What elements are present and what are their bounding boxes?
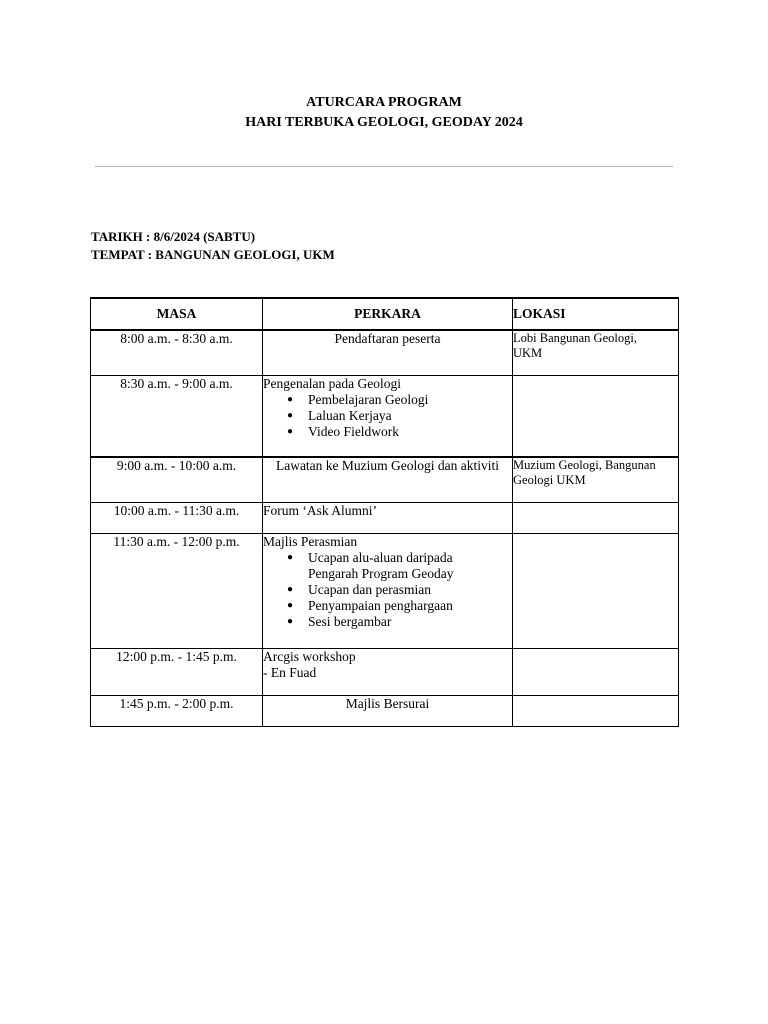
perkara-line: Arcgis workshop <box>263 649 356 664</box>
cell-lokasi <box>513 534 679 649</box>
bullet-list <box>263 550 512 630</box>
document-title <box>0 93 768 133</box>
cell-lokasi <box>513 376 679 458</box>
venue-line: TEMPAT : BANGUNAN GEOLOGI, UKM <box>91 247 335 262</box>
bullet-icon: ● <box>287 616 294 627</box>
perkara-line: - En Fuad <box>263 665 317 680</box>
table-row <box>91 649 679 696</box>
list-item-text: Sesi bergambar <box>308 614 392 629</box>
cell-perkara: Majlis Bersurai <box>263 696 513 727</box>
list-item <box>287 408 512 424</box>
list-item <box>287 614 512 630</box>
table-row <box>91 457 679 503</box>
bullet-icon: ● <box>287 584 294 595</box>
table-row <box>91 696 679 727</box>
schedule-table <box>90 297 679 727</box>
list-item-text: Laluan Kerjaya <box>308 408 392 423</box>
cell-masa: 12:00 p.m. - 1:45 p.m. <box>91 649 263 696</box>
list-item <box>287 598 512 614</box>
table-row <box>91 376 679 458</box>
perkara-heading: Pengenalan pada Geologi <box>263 376 401 391</box>
date-line: TARIKH : 8/6/2024 (SABTU) <box>91 229 256 244</box>
list-item <box>287 392 512 408</box>
cell-lokasi <box>513 457 679 503</box>
bullet-icon: ● <box>287 552 294 563</box>
perkara-heading: Majlis Perasmian <box>263 534 358 549</box>
cell-masa: 11:30 a.m. - 12:00 p.m. <box>91 534 263 649</box>
list-item-text: Pengarah Program Geoday <box>308 566 454 581</box>
header-masa: MASA <box>91 298 263 330</box>
table-row <box>91 330 679 376</box>
cell-masa: 10:00 a.m. - 11:30 a.m. <box>91 503 263 534</box>
cell-lokasi <box>513 649 679 696</box>
cell-perkara <box>263 534 513 649</box>
list-item-continuation <box>287 566 512 582</box>
lokasi-line: Muzium Geologi, Bangunan <box>513 458 656 472</box>
header-lokasi: LOKASI <box>513 298 679 330</box>
list-item <box>287 582 512 598</box>
title-line-1: ATURCARA PROGRAM <box>306 95 462 110</box>
bullet-icon: ● <box>287 394 294 405</box>
cell-lokasi <box>513 503 679 534</box>
bullet-icon: ● <box>287 600 294 611</box>
cell-perkara <box>263 649 513 696</box>
cell-perkara: Lawatan ke Muzium Geologi dan aktiviti <box>263 457 513 503</box>
lokasi-line: Lobi Bangunan Geologi, <box>513 331 637 345</box>
cell-perkara: Forum ‘Ask Alumni’ <box>263 503 513 534</box>
cell-masa: 8:00 a.m. - 8:30 a.m. <box>91 330 263 376</box>
cell-masa: 8:30 a.m. - 9:00 a.m. <box>91 376 263 458</box>
title-line-2: HARI TERBUKA GEOLOGI, GEODAY 2024 <box>245 115 523 130</box>
lokasi-line: Geologi UKM <box>513 473 586 487</box>
header-perkara: PERKARA <box>263 298 513 330</box>
table-header-row <box>91 298 679 330</box>
list-item-text: Video Fieldwork <box>308 424 400 439</box>
list-item <box>287 550 512 566</box>
list-item-text: Ucapan alu-aluan daripada <box>308 550 453 565</box>
table-row <box>91 534 679 649</box>
horizontal-divider <box>95 166 673 167</box>
bullet-list <box>263 392 512 440</box>
cell-perkara: Pendaftaran peserta <box>263 330 513 376</box>
event-meta <box>91 228 335 264</box>
cell-perkara <box>263 376 513 458</box>
table-row <box>91 503 679 534</box>
cell-lokasi <box>513 330 679 376</box>
list-item-text: Pembelajaran Geologi <box>308 392 429 407</box>
list-item <box>287 424 512 440</box>
list-item-text: Penyampaian penghargaan <box>308 598 453 613</box>
lokasi-line: UKM <box>513 346 543 360</box>
list-item-text: Ucapan dan perasmian <box>308 582 431 597</box>
cell-lokasi <box>513 696 679 727</box>
bullet-icon: ● <box>287 426 294 437</box>
cell-masa: 1:45 p.m. - 2:00 p.m. <box>91 696 263 727</box>
bullet-icon: ● <box>287 410 294 421</box>
cell-masa: 9:00 a.m. - 10:00 a.m. <box>91 457 263 503</box>
